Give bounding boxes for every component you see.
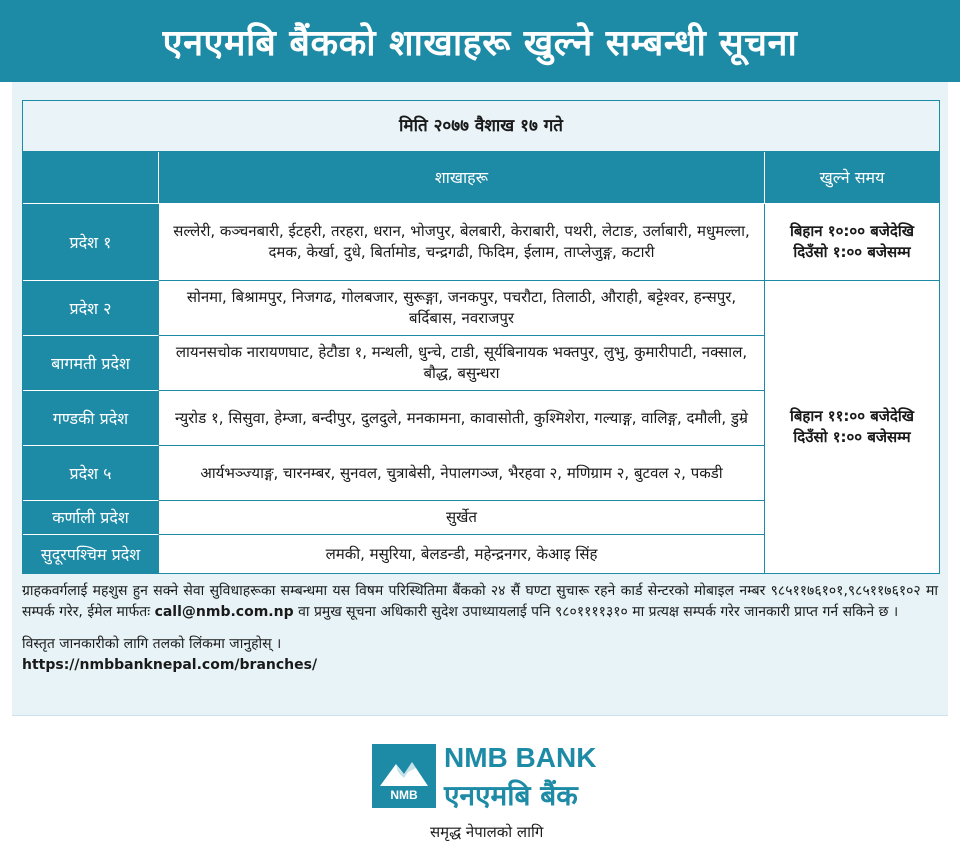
opening-time-1 bbox=[765, 204, 939, 281]
contact-text-b: वा प्रमुख सूचना अधिकारी सुदेश उपाध्यायलाई पनि ९८०११११३१० मा प्रत्यक्ष सम्पर्क गरेर जानकारी प्राप्त गर्न सकिने छ । bbox=[298, 604, 899, 620]
province-label: प्रदेश १ bbox=[23, 204, 159, 281]
contact-text-a: ग्राहकवर्गलाई महशुस हुन सक्ने सेवा सुविधाहरूका सम्बन्धमा यस विषम परिस्थितिमा बैंकको २४ सैं घण्टा सुचारू रहने कार्ड सेन्टरको मोबाइल नम्बर ९८५११७६१०१,९८५११७६१०२ मा सम्पर्क गरेर, ईमेल मार्फतः bbox=[22, 583, 938, 620]
bank-tagline: समृद्ध नेपालको लागि bbox=[430, 823, 544, 841]
contact-paragraph bbox=[22, 581, 938, 623]
branches-url-link[interactable]: https://nmbbanknepal.com/branches/ bbox=[22, 657, 318, 673]
time-2-line-2: दिउँसो १:०० बजेसम्म bbox=[793, 428, 911, 446]
date-cell: मिति २०७७ वैशाख १७ गते bbox=[23, 101, 939, 152]
time-1-line-2: दिउँसो १:०० बजेसम्म bbox=[793, 243, 911, 261]
notice-title: एनएमबि बैंकको शाखाहरू खुल्ने सम्बन्धी सूचना bbox=[162, 22, 798, 64]
nmb-logo bbox=[372, 744, 632, 854]
header-blank-cell bbox=[23, 152, 159, 204]
email-link[interactable]: call@nmb.com.np bbox=[154, 604, 294, 620]
time-2-line-1: बिहान ११:०० बजेदेखि bbox=[789, 407, 915, 425]
province-label: बागमती प्रदेश bbox=[23, 336, 159, 391]
header-time: खुल्ने समय bbox=[765, 152, 939, 204]
time-1-line-1: बिहान १०:०० बजेदेखि bbox=[789, 222, 915, 240]
notice-body bbox=[22, 581, 938, 676]
bank-name-english: NMB BANK bbox=[444, 742, 597, 773]
province-label: प्रदेश ५ bbox=[23, 446, 159, 501]
branch-list: सल्लेरी, कञ्चनबारी, ईटहरी, तरहरा, धरान, भोजपुर, बेलबारी, केराबारी, पथरी, लेटाङ, उर्लाबारी, मधुमल्ला, दमक, केर्खा, दुधे, बिर्तामोड, चन्द्रगढी, फिदिम, ईलाम, ताप्लेजुङ्ग, कटारी bbox=[159, 204, 765, 281]
province-label: प्रदेश २ bbox=[23, 281, 159, 336]
branch-list: लायनसचोक नारायणघाट, हेटौडा १, मन्थली, धुन्चे, टाडी, सूर्यबिनायक भक्तपुर, लुभु, कुमारीपाटी, नक्साल, बौद्ध, बसुन्धरा bbox=[159, 336, 765, 391]
branch-list: सोनमा, बिश्रामपुर, निजगढ, गोलबजार, सुरूङ्गा, जनकपुर, पचरौटा, तिलाठी, औराही, बट्टेश्वर, हन्सपुर, बर्दिबास, नवराजपुर bbox=[159, 281, 765, 336]
bank-name-nepali: एनएमबि बैंक bbox=[444, 779, 578, 812]
opening-time-2 bbox=[765, 281, 939, 573]
branch-table bbox=[22, 100, 940, 574]
notice-header bbox=[0, 0, 960, 82]
branch-list: सुर्खेत bbox=[159, 501, 765, 535]
logo-mark-text: NMB bbox=[390, 788, 418, 802]
header-branches: शाखाहरू bbox=[159, 152, 765, 204]
province-label: कर्णाली प्रदेश bbox=[23, 501, 159, 535]
province-label: सुदूरपश्चिम प्रदेश bbox=[23, 535, 159, 573]
link-intro: विस्तृत जानकारीको लागि तलको लिंकमा जानुहोस् । bbox=[22, 636, 282, 652]
branch-list: आर्यभञ्ज्याङ्ग, चारनम्बर, सुनवल, चुत्राबेसी, नेपालगञ्ज, भैरहवा २, मणिग्राम २, बुटवल २, पकडी bbox=[159, 446, 765, 501]
logo-mark bbox=[372, 744, 436, 808]
province-label: गण्डकी प्रदेश bbox=[23, 391, 159, 446]
branch-list: लमकी, मसुरिया, बेलडन्डी, महेन्द्रनगर, केआइ सिंह bbox=[159, 535, 765, 573]
branch-list: न्युरोड १, सिसुवा, हेम्जा, बन्दीपुर, दुलदुले, मनकामना, कावासोती, कुश्मिशेरा, गल्याङ्ग, वालिङ्ग, दमौली, डुम्रे bbox=[159, 391, 765, 446]
